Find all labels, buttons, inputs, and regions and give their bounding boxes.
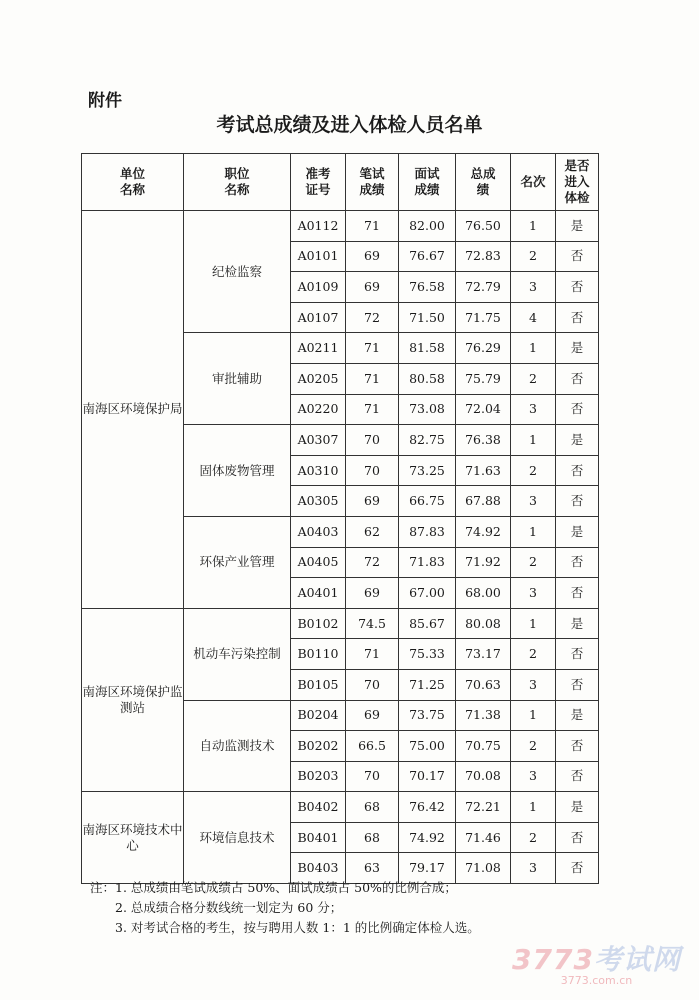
- exam-cell: 否: [556, 455, 599, 486]
- note-line: 注：1. 总成绩由笔试成绩占 50%、面试成绩占 50%的比例合成；: [90, 880, 457, 895]
- rank-cell: 3: [511, 394, 556, 425]
- rank-cell: 2: [511, 241, 556, 272]
- written-cell: 63: [346, 853, 399, 884]
- interview-cell: 87.83: [399, 516, 456, 547]
- written-cell: 70: [346, 425, 399, 456]
- ticket-cell: A0401: [291, 578, 346, 609]
- written-cell: 70: [346, 761, 399, 792]
- table-row: [82, 211, 599, 242]
- table-row: [82, 792, 599, 823]
- header-post: [184, 154, 291, 211]
- rank-cell: 3: [511, 486, 556, 517]
- header-text-line: 进入: [564, 174, 590, 189]
- interview-cell: 73.25: [399, 455, 456, 486]
- written-cell: 71: [346, 333, 399, 364]
- rank-cell: 3: [511, 669, 556, 700]
- rank-cell: 2: [511, 363, 556, 394]
- header-text-line: 单位: [119, 166, 145, 181]
- total-cell: 72.83: [456, 241, 511, 272]
- unit-name-cell: 南海区环境保护局: [82, 211, 184, 609]
- rank-cell: 2: [511, 547, 556, 578]
- header-interview: [399, 154, 456, 211]
- watermark-word: 考试网: [593, 943, 681, 976]
- exam-cell: 否: [556, 669, 599, 700]
- total-cell: 70.63: [456, 669, 511, 700]
- written-cell: 71: [346, 394, 399, 425]
- ticket-cell: B0110: [291, 639, 346, 670]
- written-cell: 69: [346, 486, 399, 517]
- total-cell: 80.08: [456, 608, 511, 639]
- interview-cell: 75.33: [399, 639, 456, 670]
- rank-cell: 3: [511, 853, 556, 884]
- header-rank: [511, 154, 556, 211]
- rank-cell: 3: [511, 578, 556, 609]
- post-name-cell: 审批辅助: [184, 333, 291, 425]
- exam-cell: 是: [556, 425, 599, 456]
- total-cell: 76.29: [456, 333, 511, 364]
- table-row: [82, 608, 599, 639]
- written-cell: 71: [346, 363, 399, 394]
- rank-cell: 1: [511, 792, 556, 823]
- watermark-logo: [512, 938, 681, 978]
- interview-cell: 76.42: [399, 792, 456, 823]
- ticket-cell: B0202: [291, 731, 346, 762]
- interview-cell: 76.58: [399, 272, 456, 303]
- interview-cell: 82.75: [399, 425, 456, 456]
- exam-cell: 否: [556, 822, 599, 853]
- ticket-cell: A0310: [291, 455, 346, 486]
- written-cell: 74.5: [346, 608, 399, 639]
- interview-cell: 74.92: [399, 822, 456, 853]
- post-name-cell: 机动车污染控制: [184, 608, 291, 700]
- rank-cell: 3: [511, 272, 556, 303]
- total-cell: 76.38: [456, 425, 511, 456]
- interview-cell: 71.50: [399, 302, 456, 333]
- exam-cell: 是: [556, 516, 599, 547]
- rank-cell: 2: [511, 822, 556, 853]
- header-unit: [82, 154, 184, 211]
- ticket-cell: A0101: [291, 241, 346, 272]
- header-text-line: 职位: [224, 166, 250, 181]
- written-cell: 69: [346, 700, 399, 731]
- watermark-number: 3773: [512, 943, 594, 976]
- rank-cell: 1: [511, 211, 556, 242]
- exam-cell: 是: [556, 211, 599, 242]
- ticket-cell: A0112: [291, 211, 346, 242]
- total-cell: 71.38: [456, 700, 511, 731]
- interview-cell: 73.08: [399, 394, 456, 425]
- exam-cell: 否: [556, 241, 599, 272]
- ticket-cell: B0102: [291, 608, 346, 639]
- written-cell: 62: [346, 516, 399, 547]
- total-cell: 71.92: [456, 547, 511, 578]
- exam-cell: 否: [556, 547, 599, 578]
- ticket-cell: B0401: [291, 822, 346, 853]
- total-cell: 70.75: [456, 731, 511, 762]
- ticket-cell: A0220: [291, 394, 346, 425]
- ticket-cell: B0203: [291, 761, 346, 792]
- rank-cell: 3: [511, 761, 556, 792]
- ticket-cell: A0305: [291, 486, 346, 517]
- rank-cell: 2: [511, 639, 556, 670]
- interview-cell: 75.00: [399, 731, 456, 762]
- site-watermark: [512, 938, 681, 987]
- header-text-line: 名称: [224, 182, 250, 197]
- rank-cell: 2: [511, 455, 556, 486]
- unit-name-cell: 南海区环境保护监测站: [82, 608, 184, 792]
- header-exam: [556, 154, 599, 211]
- exam-cell: 否: [556, 363, 599, 394]
- header-text-line: 体检: [564, 190, 590, 205]
- interview-cell: 81.58: [399, 333, 456, 364]
- written-cell: 69: [346, 272, 399, 303]
- exam-cell: 是: [556, 792, 599, 823]
- watermark-url: 3773.com.cn: [560, 974, 633, 987]
- written-cell: 69: [346, 578, 399, 609]
- header-text-line: 笔试: [359, 166, 385, 181]
- rank-cell: 1: [511, 700, 556, 731]
- exam-cell: 否: [556, 731, 599, 762]
- header-total: [456, 154, 511, 211]
- exam-cell: 是: [556, 333, 599, 364]
- exam-cell: 否: [556, 394, 599, 425]
- ticket-cell: B0403: [291, 853, 346, 884]
- ticket-cell: A0403: [291, 516, 346, 547]
- unit-name-cell: 南海区环境技术中心: [82, 792, 184, 884]
- total-cell: 73.17: [456, 639, 511, 670]
- interview-cell: 71.83: [399, 547, 456, 578]
- header-text-line: 绩: [476, 182, 490, 197]
- interview-cell: 70.17: [399, 761, 456, 792]
- written-cell: 69: [346, 241, 399, 272]
- header-text-line: 准考: [305, 166, 331, 181]
- rank-cell: 2: [511, 731, 556, 762]
- total-cell: 68.00: [456, 578, 511, 609]
- exam-cell: 否: [556, 302, 599, 333]
- total-cell: 70.08: [456, 761, 511, 792]
- footnotes: [90, 878, 650, 938]
- exam-cell: 否: [556, 639, 599, 670]
- interview-cell: 79.17: [399, 853, 456, 884]
- post-name-cell: 环保产业管理: [184, 516, 291, 608]
- exam-cell: 是: [556, 608, 599, 639]
- ticket-cell: A0107: [291, 302, 346, 333]
- header-text-line: 成绩: [414, 182, 440, 197]
- written-cell: 70: [346, 455, 399, 486]
- exam-cell: 否: [556, 578, 599, 609]
- rank-cell: 1: [511, 516, 556, 547]
- ticket-cell: A0211: [291, 333, 346, 364]
- exam-cell: 否: [556, 761, 599, 792]
- total-cell: 76.50: [456, 211, 511, 242]
- interview-cell: 82.00: [399, 211, 456, 242]
- header-text-line: 证号: [305, 182, 331, 197]
- note-line: 3. 对考试合格的考生，按与聘用人数 1：1 的比例确定体检人选。: [115, 920, 480, 935]
- total-cell: 72.04: [456, 394, 511, 425]
- written-cell: 68: [346, 792, 399, 823]
- total-cell: 72.21: [456, 792, 511, 823]
- ticket-cell: A0405: [291, 547, 346, 578]
- rank-cell: 1: [511, 425, 556, 456]
- interview-cell: 80.58: [399, 363, 456, 394]
- interview-cell: 71.25: [399, 669, 456, 700]
- ticket-cell: A0307: [291, 425, 346, 456]
- attachment-label: 附件: [88, 91, 122, 111]
- written-cell: 72: [346, 547, 399, 578]
- post-name-cell: 固体废物管理: [184, 425, 291, 517]
- header-text-line: 成绩: [359, 182, 385, 197]
- ticket-cell: A0205: [291, 363, 346, 394]
- header-text-line: 是否: [564, 158, 590, 173]
- page-title: 考试总成绩及进入体检人员名单: [216, 114, 483, 136]
- interview-cell: 76.67: [399, 241, 456, 272]
- exam-cell: 否: [556, 272, 599, 303]
- interview-cell: 73.75: [399, 700, 456, 731]
- header-ticket: [291, 154, 346, 211]
- rank-cell: 1: [511, 333, 556, 364]
- ticket-cell: B0204: [291, 700, 346, 731]
- interview-cell: 66.75: [399, 486, 456, 517]
- total-cell: 67.88: [456, 486, 511, 517]
- total-cell: 71.63: [456, 455, 511, 486]
- written-cell: 68: [346, 822, 399, 853]
- header-text-line: 总成: [470, 166, 496, 181]
- total-cell: 75.79: [456, 363, 511, 394]
- header-row: [82, 154, 599, 211]
- interview-cell: 85.67: [399, 608, 456, 639]
- written-cell: 71: [346, 639, 399, 670]
- total-cell: 71.08: [456, 853, 511, 884]
- written-cell: 72: [346, 302, 399, 333]
- exam-cell: 是: [556, 700, 599, 731]
- ticket-cell: B0402: [291, 792, 346, 823]
- total-cell: 74.92: [456, 516, 511, 547]
- written-cell: 71: [346, 211, 399, 242]
- written-cell: 66.5: [346, 731, 399, 762]
- header-text-line: 名次: [520, 174, 546, 189]
- total-cell: 71.46: [456, 822, 511, 853]
- written-cell: 70: [346, 669, 399, 700]
- table-body: [82, 211, 599, 884]
- total-cell: 72.79: [456, 272, 511, 303]
- ticket-cell: B0105: [291, 669, 346, 700]
- rank-cell: 1: [511, 608, 556, 639]
- post-name-cell: 环境信息技术: [184, 792, 291, 884]
- note-line: 2. 总成绩合格分数线统一划定为 60 分；: [115, 900, 343, 915]
- post-name-cell: 自动监测技术: [184, 700, 291, 792]
- total-cell: 71.75: [456, 302, 511, 333]
- exam-cell: 否: [556, 486, 599, 517]
- header-written: [346, 154, 399, 211]
- header-text-line: 名称: [119, 182, 145, 197]
- exam-cell: 否: [556, 853, 599, 884]
- ticket-cell: A0109: [291, 272, 346, 303]
- rank-cell: 4: [511, 302, 556, 333]
- interview-cell: 67.00: [399, 578, 456, 609]
- header-text-line: 面试: [414, 166, 440, 181]
- post-name-cell: 纪检监察: [184, 211, 291, 333]
- score-table: [81, 153, 599, 884]
